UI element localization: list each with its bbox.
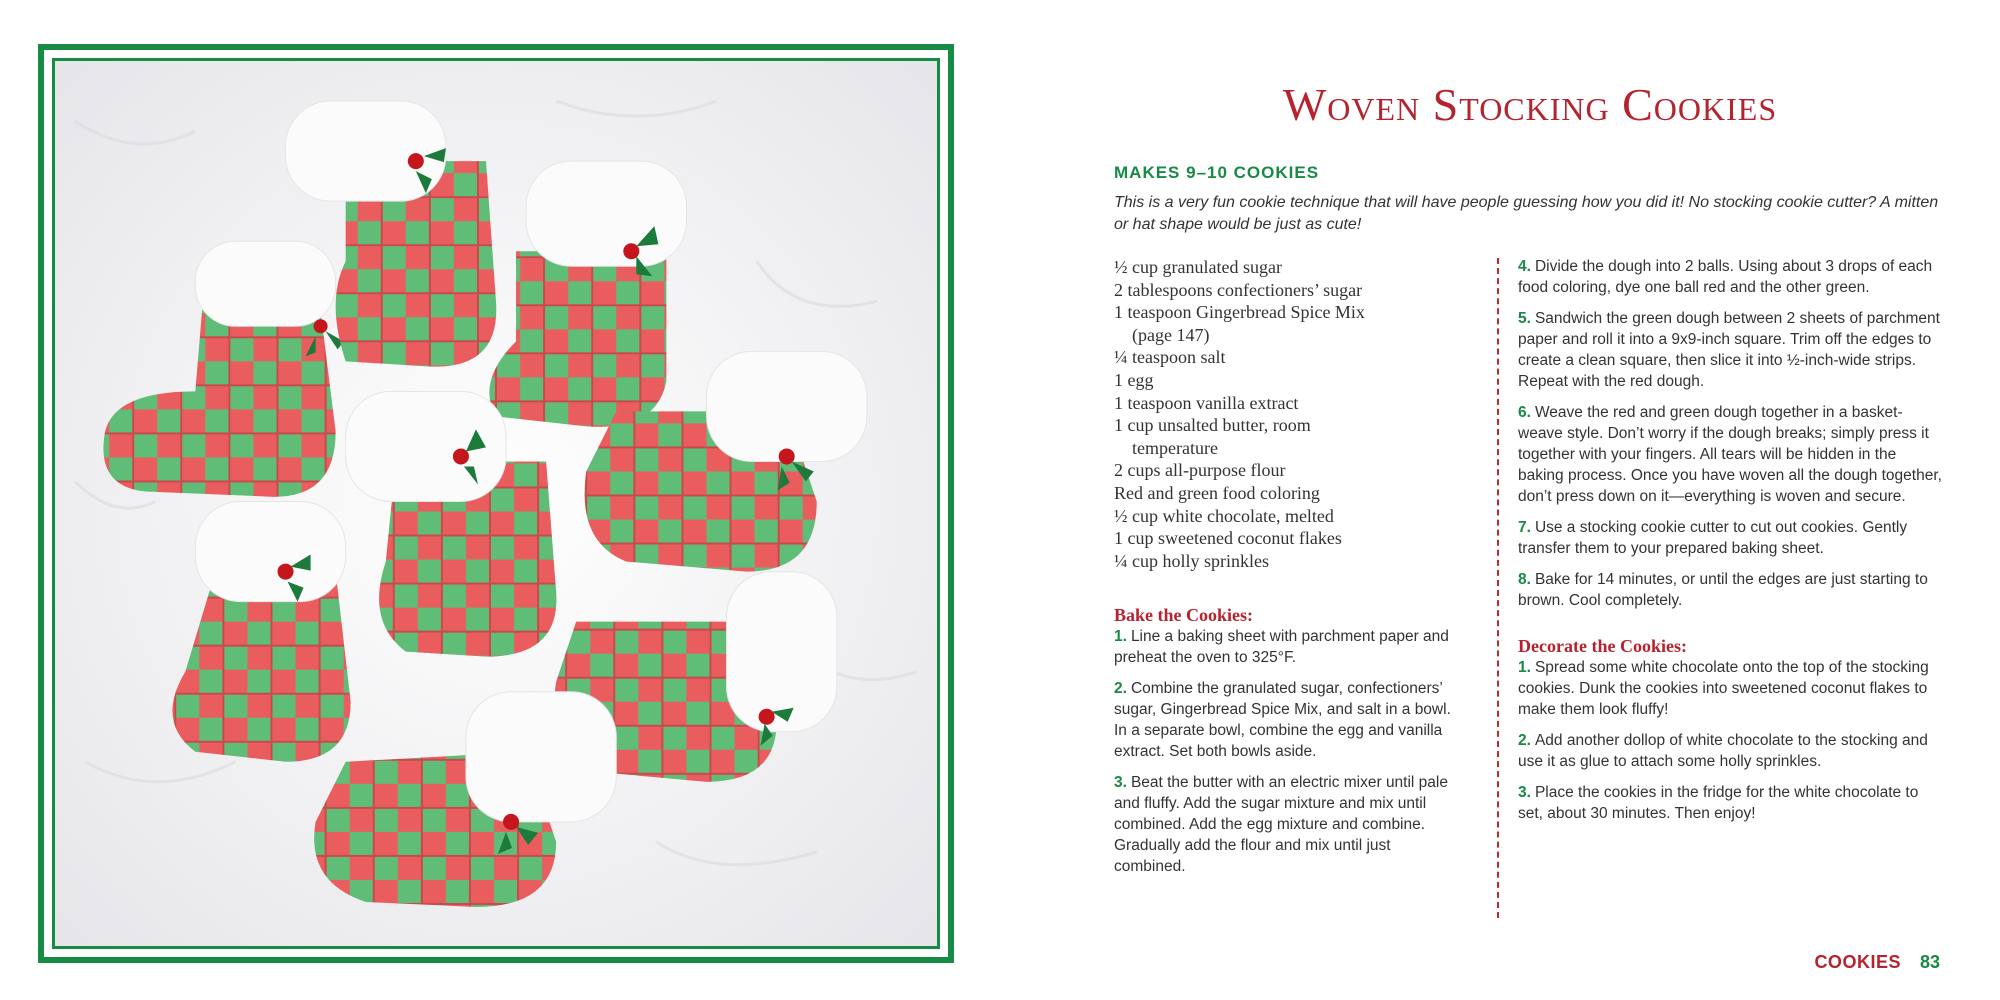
bake-steps-left	[1114, 604, 1456, 887]
ingredient-item: 1 cup unsalted butter, room	[1114, 415, 1311, 436]
step-text: Spread some white chocolate onto the top of the stocking cookies. Dunk the cookies into sweetened coconut flakes to make them look fluffy!	[1518, 659, 1929, 718]
recipe-yield: MAKES 9–10 COOKIES	[1114, 163, 1320, 182]
ingredient-item: ¼ cup holly sprinkles	[1114, 550, 1269, 571]
ingredient-item: temperature	[1132, 437, 1218, 458]
decorate-heading: Decorate the Cookies:	[1518, 636, 1687, 656]
stocking-cookies-image	[55, 61, 937, 946]
step-number: 6.	[1518, 404, 1531, 421]
ingredient-item: Red and green food coloring	[1114, 482, 1320, 503]
step-text: Beat the butter with an electric mixer until pale and fluffy. Add the sugar mixture and mix until combined. Add the egg mixture and combine. Gradually add the flour and mix until just combined.	[1114, 774, 1448, 875]
step-number: 2.	[1114, 680, 1127, 697]
cookie-photo	[52, 58, 940, 949]
ingredients-list	[1114, 256, 1454, 572]
ingredient-item: (page 147)	[1132, 324, 1210, 345]
step-item	[1518, 402, 1944, 507]
bake-heading: Bake the Cookies:	[1114, 605, 1253, 625]
page-footer	[1814, 952, 1940, 973]
footer-section: COOKIES	[1814, 952, 1901, 972]
step-number: 3.	[1114, 774, 1127, 791]
ingredient-item: 1 egg	[1114, 369, 1154, 390]
step-number: 2.	[1518, 732, 1531, 749]
step-text: Divide the dough into 2 balls. Using about 3 drops of each food coloring, dye one ball red and the other green.	[1518, 258, 1933, 296]
step-text: Sandwich the green dough between 2 sheets of parchment paper and roll it into a 9x9-inch square. Trim off the edges to create a clean square, then slice it into ½-inch-wide strips. Repeat with the red dough.	[1518, 310, 1940, 390]
step-number: 5.	[1518, 310, 1531, 327]
step-number: 7.	[1518, 519, 1531, 536]
step-text: Weave the red and green dough together in a basket-weave style. Don’t worry if the dough breaks; simply press it together with your fingers. All tears will be hidden in the baking process. Once you have woven all the dough together, don’t press down on it—everything is woven and secure.	[1518, 404, 1942, 505]
step-text: Place the cookies in the fridge for the white chocolate to set, about 30 minutes. Then enjoy!	[1518, 784, 1919, 822]
step-item	[1114, 626, 1456, 668]
step-number: 4.	[1518, 258, 1531, 275]
ingredient-item: 1 cup sweetened coconut flakes	[1114, 528, 1342, 549]
step-item	[1518, 782, 1944, 824]
step-item	[1518, 569, 1944, 611]
ingredient-item: 1 teaspoon Gingerbread Spice Mix	[1114, 302, 1365, 323]
ingredient-item: ½ cup granulated sugar	[1114, 257, 1282, 277]
step-item	[1518, 308, 1944, 392]
column-divider	[1497, 258, 1499, 918]
step-text: Line a baking sheet with parchment paper and preheat the oven to 325°F.	[1114, 628, 1449, 666]
step-number: 1.	[1114, 628, 1127, 645]
ingredient-item: ¼ teaspoon salt	[1114, 347, 1226, 368]
step-text: Use a stocking cookie cutter to cut out cookies. Gently transfer them to your prepared baking sheet.	[1518, 519, 1908, 557]
step-text: Combine the granulated sugar, confectioners’ sugar, Gingerbread Spice Mix, and salt in a bowl. In a separate bowl, combine the egg and vanilla extract. Set both bowls aside.	[1114, 680, 1451, 760]
step-text: Add another dollop of white chocolate to the stocking and use it as glue to attach some holly sprinkles.	[1518, 732, 1928, 770]
step-number: 3.	[1518, 784, 1531, 801]
step-item	[1518, 657, 1944, 720]
ingredient-item: 2 tablespoons confectioners’ sugar	[1114, 279, 1363, 300]
step-number: 8.	[1518, 571, 1531, 588]
step-item	[1518, 730, 1944, 772]
step-text: Bake for 14 minutes, or until the edges are just starting to brown. Cool completely.	[1518, 571, 1928, 609]
step-number: 1.	[1518, 659, 1531, 676]
ingredient-item: ½ cup white chocolate, melted	[1114, 505, 1334, 526]
step-item	[1114, 772, 1456, 877]
recipe-intro: This is a very fun cookie technique that will have people guessing how you did it! No stocking cookie cutter? A mitten or hat shape would be just as cute!	[1114, 194, 1939, 233]
ingredient-item: 1 teaspoon vanilla extract	[1114, 392, 1299, 413]
steps-right	[1518, 256, 1944, 834]
recipe-title: Woven Stocking Cookies	[1282, 79, 1778, 130]
step-item	[1518, 256, 1944, 298]
photo-frame	[38, 44, 954, 963]
page-number: 83	[1919, 952, 1940, 972]
step-item	[1114, 678, 1456, 762]
step-item	[1518, 517, 1944, 559]
ingredient-item: 2 cups all-purpose flour	[1114, 460, 1286, 481]
